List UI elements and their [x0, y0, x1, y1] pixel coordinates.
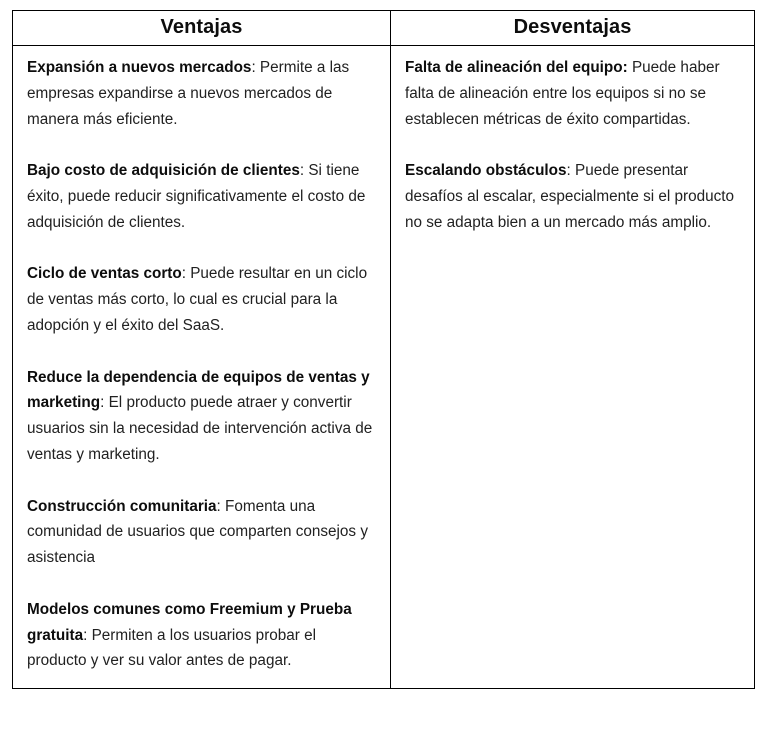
desventajas-entry-list	[405, 55, 740, 236]
entry-description: : Si tiene éxito, puede reducir significativamente el costo de adquisición de clientes.	[27, 162, 366, 231]
column-header-desventajas: Desventajas	[391, 11, 755, 46]
entry	[27, 597, 376, 674]
entry-description: : Permiten a los usuarios probar el producto y ver su valor antes de pagar.	[27, 626, 317, 670]
comparison-table	[12, 10, 755, 689]
entry-description: : Fomenta una comunidad de usuarios que comparten consejos y asistencia	[27, 497, 368, 567]
cell-ventajas	[13, 46, 391, 689]
entry	[27, 365, 376, 468]
entry-description: : Puede resultar en un ciclo de ventas más corto, lo cual es crucial para la adopción y el éxito del SaaS.	[27, 265, 368, 334]
entry-term: Bajo costo de adquisición de clientes	[27, 162, 300, 180]
table-row	[13, 46, 755, 689]
entry	[405, 55, 740, 132]
entry-description: : Puede presentar desafíos al escalar, especialmente si el producto no se adapta bien a un mercado más amplio.	[405, 162, 735, 231]
cell-desventajas	[391, 46, 755, 689]
entry-term: Reduce la dependencia de equipos de ventas y marketing	[27, 368, 370, 412]
entry-term: Escalando obstáculos	[405, 162, 567, 180]
entry	[27, 494, 376, 571]
table-header	[13, 11, 755, 46]
table-body	[13, 46, 755, 689]
table-header-row	[13, 11, 755, 46]
entry	[27, 261, 376, 338]
entry-term: Modelos comunes como Freemium y Prueba gratuita	[27, 600, 352, 644]
ventajas-entry-list	[27, 55, 376, 674]
entry	[27, 158, 376, 235]
entry-description: Puede haber falta de alineación entre los equipos si no se establecen métricas de éxito compartidas.	[405, 59, 720, 128]
entry-description: : Permite a las empresas expandirse a nuevos mercados de manera más eficiente.	[27, 59, 350, 128]
entry-term: Construcción comunitaria	[27, 497, 217, 515]
entry-term: Ciclo de ventas corto	[27, 265, 182, 283]
column-header-ventajas: Ventajas	[13, 11, 391, 46]
entry-term: Expansión a nuevos mercados	[27, 59, 252, 76]
entry	[405, 158, 740, 235]
entry-term: Falta de alineación del equipo:	[405, 59, 628, 76]
entry	[27, 55, 376, 132]
entry-description: : El producto puede atraer y convertir usuarios sin la necesidad de intervención activa de ventas y marketing.	[27, 394, 373, 463]
